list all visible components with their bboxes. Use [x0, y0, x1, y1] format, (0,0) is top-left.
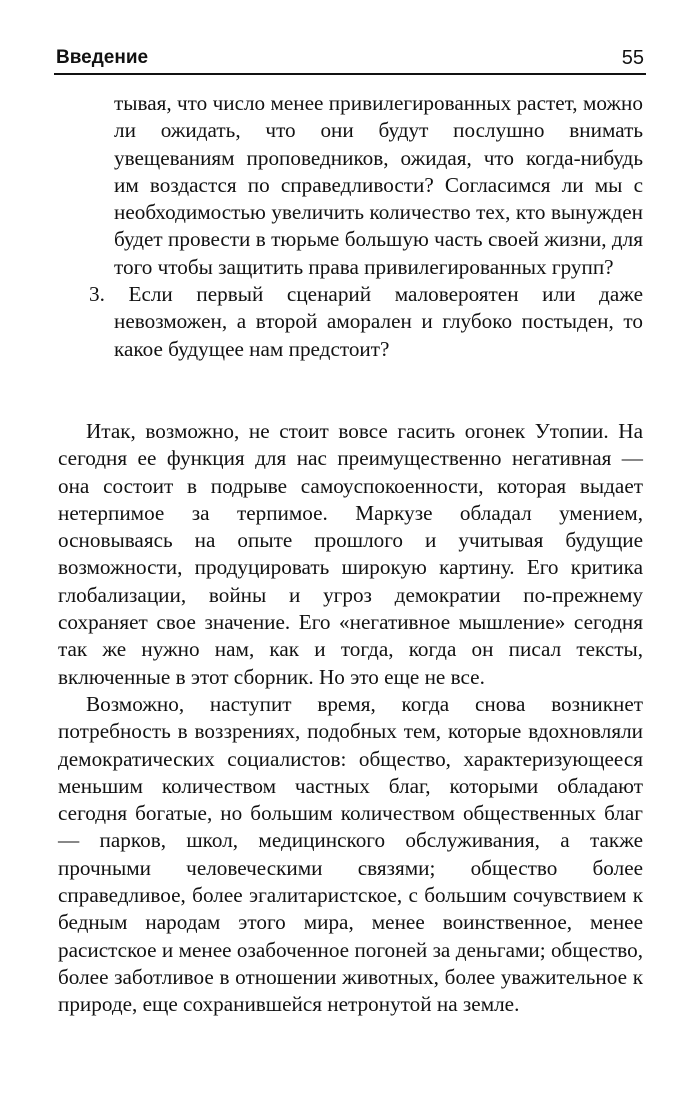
paragraph-1: Итак, возможно, не стоит вовсе гасить огонек Утопии. На сегодня ее функция для нас преимущественно негативная — она состоит в подрыве самоуспокоенности, которая выдает нетерпимое за терпимое. Маркузе обладал умением, основываясь на опыте прошлого и учитывая будущие возможности, продуцировать широкую картину. Его критика глобализации, войны и угроз демократии по-прежнему сохраняет свое значение. Его «негативное мышление» сегодня так же нужно нам, как и тогда, когда он писал тексты, включенные в этот сборник. Но это еще не все.	[58, 418, 643, 689]
page-number: 55	[621, 47, 644, 69]
paragraph-2: Возможно, наступит время, когда снова возникнет потребность в воззрениях, подобных тем, которые вдохновляли демократических социалистов: общество, характеризующееся меньшим количеством частных благ, которыми обладают сегодня богатые, но большим количеством общественных благ — парков, школ, медицинского обслуживания, а также прочными человеческими связями; общество более справедливое, более эгалитаристское, с большим сочувствием к бедным народам этого мира, менее воинственное, менее расистское и менее озабоченное погоней за деньгами; общество, более заботливое в отношении животных, более уважительное к природе, еще сохранившейся нетронутой на земле.	[58, 691, 643, 1017]
running-header	[54, 44, 646, 74]
list-item-continuation: тывая, что число менее привилегированных растет, можно ли ожидать, что они будут послушно внимать увещеваниям проповедников, ожидая, что когда-нибудь им воздастся по справедливости? Согласимся ли мы с необходимостью увеличить количество тех, кто вынужден будет провести в тюрьме большую часть своей жизни, для того чтобы защитить права привилегированных групп?	[114, 91, 643, 279]
header-rule	[54, 73, 646, 75]
paragraph-gap	[58, 363, 643, 418]
list-item-3: 3. Если первый сценарий маловероятен или даже невозможен, а второй аморален и глубоко постыден, то какое будущее нам предстоит?	[89, 282, 643, 361]
section-title: Введение	[56, 47, 149, 68]
body-text	[58, 90, 643, 1019]
